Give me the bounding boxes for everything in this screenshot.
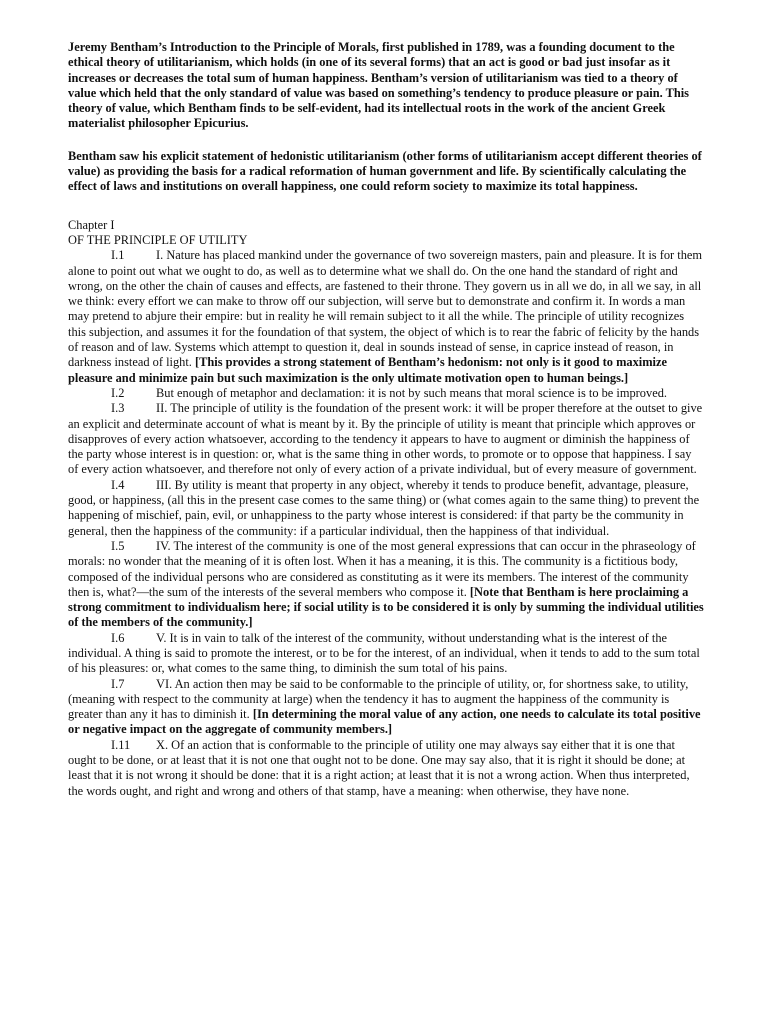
paragraph-number: I.4 [111, 477, 125, 492]
document-page [68, 40, 704, 799]
paragraph-text: III. By utility is meant that property in any object, whereby it tends to produce benefit, advantage, pleasure, good, or happiness, (all this in the present case comes to the same thing) or (what comes again to the same thing) to prevent the happening of mischief, pain, evil, or unhappiness to the party whose interest is considered: if that party be the community in general, then the happiness of the community: if a particular individual, then the happiness of that individual. [68, 477, 700, 538]
paragraph-text: II. The principle of utility is the foundation of the present work: it will be proper therefore at the outset to give an explicit and determinate account of what is meant by it. By the principle of utility is meant that principle which approves or disapproves of every action whatsoever, according to the tendency it appears to have to augment or diminish the happiness of the party whose interest is in question: or, what is the same thing in other words, to promote or to oppose that happiness. I say of every action whatsoever, and therefore not only of every action of a private individual, but of every measure of government. [68, 401, 703, 477]
paragraph-text: IV. The interest of the community is one of the most general expressions that can occur in the phraseology of morals: no wonder that the meaning of it is often lost. When it has a meaning, it is this. The community is a fictitious body, composed of the individual persons who are considered as constituting as it were its members. The interest of the community then is, what?—the sum of the interests of the several members who compose it. [68, 538, 696, 599]
paragraph-i6 [68, 631, 704, 677]
commentary-note: [Note that Bentham is here proclaiming a strong commitment to individualism here; if social utility is to be considered it is only by summing the individual utilities of the members of the community.] [68, 584, 704, 630]
chapter-title: OF THE PRINCIPLE OF UTILITY [68, 232, 248, 247]
commentary-note: [This provides a strong statement of Bentham’s hedonism: not only is it good to maximize pleasure and minimize pain but such maximization is the only ultimate motivation open to human beings.] [68, 355, 667, 385]
paragraph-i2 [68, 386, 704, 401]
intro-paragraph-2: Bentham saw his explicit statement of hedonistic utilitarianism (other forms of utilitarianism accept different theories of value) as providing the basis for a radical reformation of human government and life. By scientifically calculating the effect of laws and institutions on overall happiness, one could reform society to maximize its total happiness. [68, 148, 702, 194]
paragraph-i1 [68, 248, 704, 386]
paragraph-number: I.1 [111, 248, 125, 263]
commentary-note: [In determining the moral value of any action, one needs to calculate its total positive or negative impact on the aggregate of community members.] [68, 707, 701, 737]
paragraph-text: But enough of metaphor and declamation: it is not by such means that moral science is to be improved. [156, 385, 667, 400]
paragraph-number: I.11 [111, 737, 131, 752]
paragraph-number: I.7 [111, 676, 125, 691]
paragraph-i4 [68, 478, 704, 539]
paragraph-text: VI. An action then may be said to be conformable to the principle of utility, or, for shortness sake, to utility, (meaning with respect to the community at large) when the tendency it has to augment the happiness of the community is greater than any it has to diminish it. [68, 676, 689, 722]
intro-paragraph-1: Jeremy Bentham’s Introduction to the Principle of Morals, first published in 1789, was a founding document to the ethical theory of utilitarianism, which holds (in one of its several forms) that an act is good or bad just insofar as it increases or decreases the total sum of human happiness. Bentham’s version of utilitarianism was tied to a theory of value which held that the only standard of value was based on something’s tendency to produce pleasure or pain. This theory of value, which Bentham finds to be self-evident, had its intellectual roots in the work of the ancient Greek materialist philosopher Epicurius. [68, 40, 689, 131]
paragraph-text: I. Nature has placed mankind under the governance of two sovereign masters, pain and pleasure. It is for them alone to point out what we ought to do, as well as to determine what we shall do. On the one hand the standard of right and wrong, on the other the chain of causes and effects, are fastened to their throne. They govern us in all we do, in all we say, in all we think: every effort we can make to throw off our subjection, will serve but to demonstrate and confirm it. In words a man may pretend to abjure their empire: but in reality he will remain subject to it all the while. The principle of utility recognizes this subjection, and assumes it for the foundation of that system, the object of which is to rear the fabric of felicity by the hands of reason and of law. Systems which attempt to question it, deal in sounds instead of sense, in caprice instead of reason, in darkness instead of light. [68, 248, 703, 370]
paragraph-number: I.5 [111, 538, 125, 553]
paragraph-i3 [68, 401, 704, 477]
paragraph-number: I.2 [111, 385, 125, 400]
paragraph-number: I.6 [111, 630, 125, 645]
paragraph-text: V. It is in vain to talk of the interest of the community, without understanding what is the interest of the individual. A thing is said to promote the interest, or to be for the interest, of an individual, when it tends to add to the sum total of his pleasures: or, what comes to the same thing, to diminish the sum total of his pains. [68, 630, 700, 676]
paragraph-i11 [68, 738, 704, 799]
paragraph-i5 [68, 539, 704, 631]
paragraph-number: I.3 [111, 401, 125, 416]
paragraph-i7 [68, 677, 704, 738]
chapter-label: Chapter I [68, 217, 115, 232]
paragraph-text: X. Of an action that is conformable to the principle of utility one may always say either that it is one that ought to be done, or at least that it is not one that ought not to be done. One may say also, that it is right it should be done; at least that it is not wrong it should be done: that it is a right action; at least that it is not a wrong action. When thus interpreted, the words ought, and right and wrong and others of that stamp, have a meaning: when otherwise, they have none. [68, 737, 690, 798]
